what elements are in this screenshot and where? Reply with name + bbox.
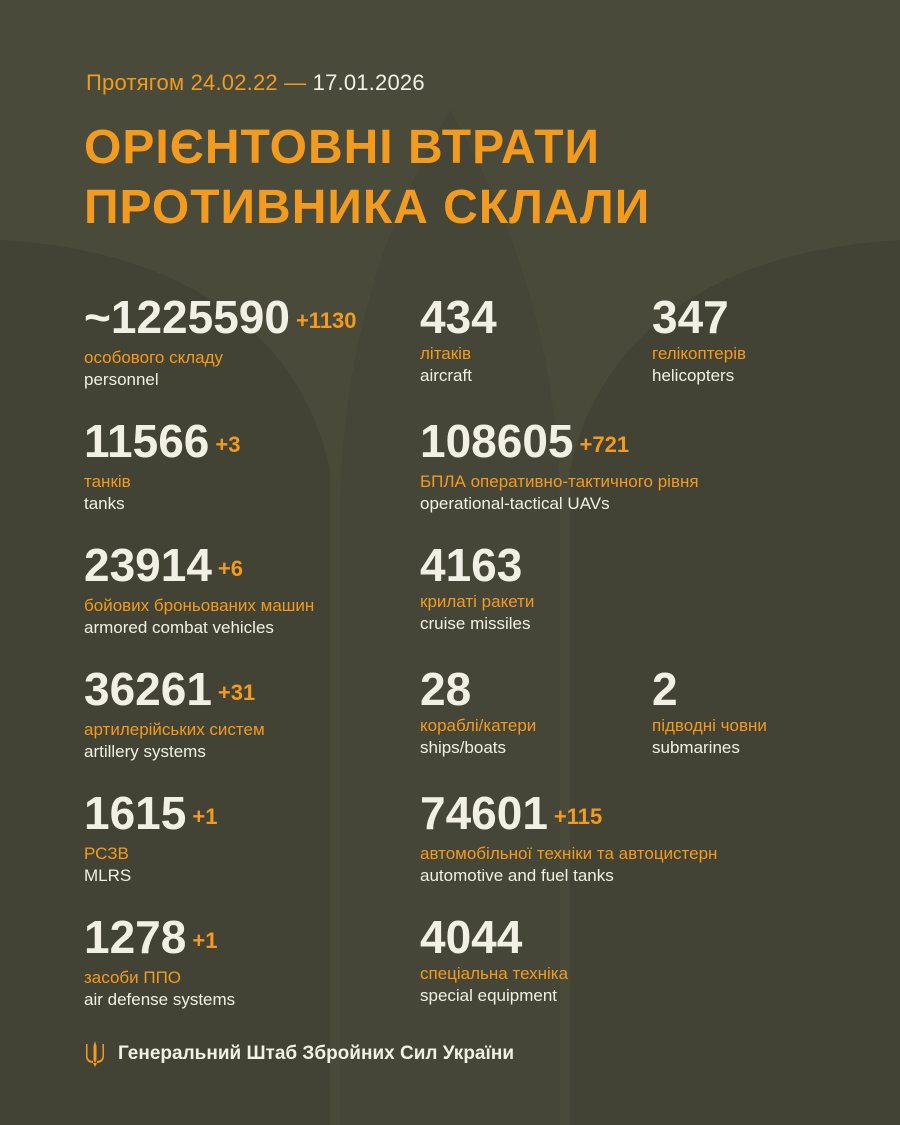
- stat-label-ua: гелікоптерів: [652, 344, 747, 363]
- page-title: [84, 118, 650, 238]
- stat-helicopters: [652, 292, 746, 386]
- stat-value: 1278: [84, 911, 187, 963]
- stat-label-ua: кораблі/катери: [420, 716, 537, 735]
- stat-delta: +1130: [295, 307, 357, 333]
- stat-value: 4044: [420, 911, 523, 963]
- stat-delta: +1: [192, 927, 218, 953]
- stat-label-ua: танків: [84, 471, 131, 491]
- footer: [84, 1040, 514, 1068]
- stat-value: 108605: [420, 415, 574, 467]
- stat-uavs: [420, 416, 699, 514]
- stat-value: 1615: [84, 787, 187, 839]
- stat-label-ua: підводні човни: [652, 716, 767, 735]
- stat-ships: [420, 664, 536, 758]
- stat-label-en: ships/boats: [420, 738, 506, 757]
- stat-value: 23914: [84, 539, 212, 591]
- stat-label-en: submarines: [652, 738, 740, 757]
- stat-delta: +115: [553, 803, 603, 829]
- stat-delta: +6: [217, 555, 244, 581]
- trident-icon: [84, 1040, 106, 1068]
- stat-label-ua: бойових броньованих машин: [84, 595, 315, 615]
- stat-label-ua: спеціальна техніка: [420, 964, 569, 983]
- stat-label-en: operational-tactical UAVs: [420, 493, 610, 513]
- stat-label-en: special equipment: [420, 986, 558, 1005]
- stat-aircraft: [420, 292, 497, 386]
- period-label: [86, 70, 425, 96]
- stat-artillery: [84, 664, 265, 762]
- stat-submarines: [652, 664, 767, 758]
- stat-label-ua: крилаті ракети: [420, 592, 535, 611]
- stat-value: 2: [652, 663, 678, 715]
- stat-value: 347: [652, 291, 729, 343]
- stat-label-en: cruise missiles: [420, 614, 531, 633]
- stat-label-ua: РСЗВ: [84, 843, 129, 863]
- stat-label-en: aircraft: [420, 366, 472, 385]
- stat-delta: +721: [579, 431, 630, 457]
- stat-label-ua: автомобільної техніки та автоцистерн: [420, 843, 718, 863]
- stat-label-ua: літаків: [420, 344, 471, 363]
- period-prefix: Протягом 24.02.22 —: [86, 70, 313, 95]
- stat-label-en: personnel: [84, 369, 159, 389]
- stat-mlrs: [84, 788, 217, 886]
- stat-air-defense: [84, 912, 235, 1010]
- footer-text: Генеральний Штаб Збройних Сил України: [118, 1043, 514, 1064]
- stat-value: 11566: [84, 415, 210, 467]
- stat-label-ua: особового складу: [84, 347, 224, 367]
- stat-label-ua: засоби ППО: [84, 967, 182, 987]
- stat-delta: +3: [215, 431, 241, 457]
- title-line-2: ПРОТИВНИКА СКЛАЛИ: [84, 181, 651, 234]
- stat-cruise-missiles: [420, 540, 534, 634]
- stat-label-en: automotive and fuel tanks: [420, 865, 614, 885]
- stat-special: [420, 912, 568, 1006]
- period-end-date: 17.01.2026: [312, 70, 425, 95]
- stat-label-en: tanks: [84, 493, 125, 513]
- stat-acv: [84, 540, 314, 638]
- title-line-1: ОРІЄНТОВНІ ВТРАТИ: [84, 121, 601, 174]
- stat-tanks: [84, 416, 240, 514]
- stat-value: 434: [420, 291, 497, 343]
- stat-vehicles: [420, 788, 717, 886]
- stat-label-ua: артилерійських систем: [84, 719, 265, 739]
- stat-label-en: armored combat vehicles: [84, 617, 274, 637]
- stat-value: 4163: [420, 539, 523, 591]
- stat-value: ~1225590: [84, 291, 290, 343]
- stat-delta: +1: [192, 803, 218, 829]
- stat-label-en: artillery systems: [84, 741, 206, 761]
- stat-label-en: helicopters: [652, 366, 735, 385]
- stat-value: 36261: [84, 663, 212, 715]
- stat-value: 74601: [420, 787, 548, 839]
- stat-delta: +31: [217, 679, 256, 705]
- stat-label-en: MLRS: [84, 865, 132, 885]
- stat-label-en: air defense systems: [84, 989, 236, 1009]
- stat-label-ua: БПЛА оперативно-тактичного рівня: [420, 471, 699, 491]
- stat-personnel: [84, 292, 357, 390]
- stat-value: 28: [420, 663, 472, 715]
